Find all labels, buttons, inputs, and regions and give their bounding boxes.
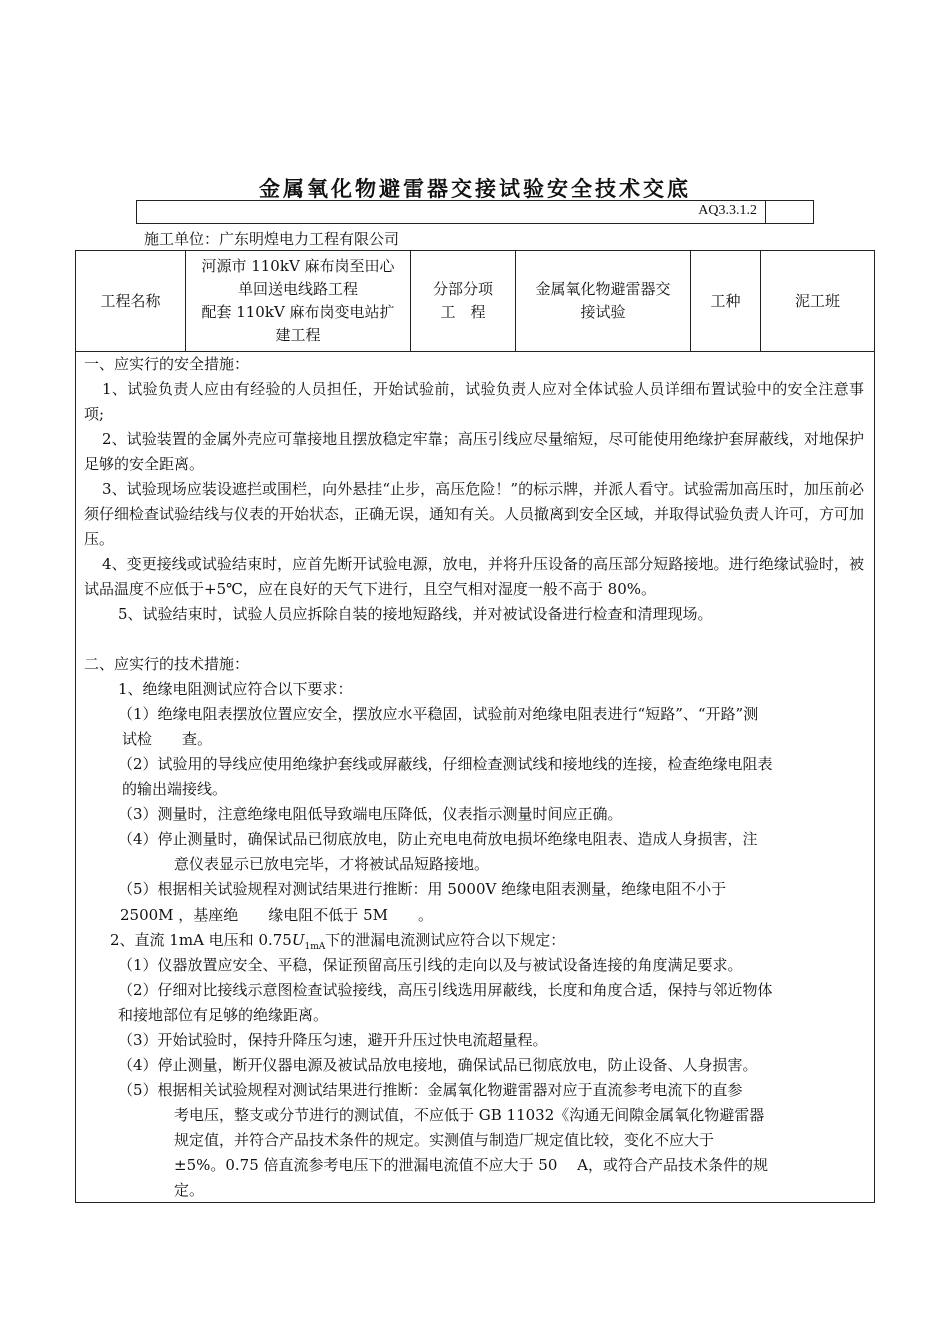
project-line-3: 配套 110kV 麻布岗变电站扩 xyxy=(201,303,395,321)
safety-heading: 一、应实行的安全措施： xyxy=(84,355,250,373)
sec2-title-pre: 2、直流 1mA 电压和 0.75 xyxy=(110,931,292,949)
document-code: AQ3.3.1.2 xyxy=(698,203,757,218)
sec1-item-5b: 2500M ，基座绝 缘电阻不低于 5M 。 xyxy=(120,906,433,924)
sec2-item-5d: ±5%。0.75 倍直流参考电压下的泄漏电流值不应大于 50 A，或符合产品技术条件的规 xyxy=(174,1156,768,1174)
tech-heading: 二、应实行的技术措施： xyxy=(84,655,250,673)
sec2-item-5c: 规定值，并符合产品技术条件的规定。实测值与制造厂规定值比较，变化不应大于 xyxy=(174,1131,715,1149)
sub-label-line-2: 工 程 xyxy=(440,303,486,321)
construction-unit: 施工单位：广东明煌电力工程有限公司 xyxy=(144,230,400,248)
sub-label-line-1: 分部分项 xyxy=(432,280,493,298)
sec2-item-4: （4）停止测量，断开仪器电源及被试品放电接地，确保试品已彻底放电，防止设备、人身损害。 xyxy=(118,1056,758,1074)
sec1-item-5a: （5）根据相关试验规程对测试结果进行推断：用 5000V 绝缘电阻表测量，绝缘电阻不小于 xyxy=(118,880,727,898)
content-box xyxy=(75,351,875,1203)
sec2-item-2a: （2）仔细对比接线示意图检查试验接线，高压引线选用屏蔽线，长度和角度合适，保持与邻近物体 xyxy=(118,981,773,999)
project-line-2: 单回送电线路工程 xyxy=(237,280,358,298)
sec2-title-post: 下的泄漏电流测试应符合以下规定： xyxy=(325,931,566,949)
sec1-item-2b: 的输出端接线。 xyxy=(122,780,228,798)
sec2-item-5a: （5）根据相关试验规程对测试结果进行推断：金属氧化物避雷器对应于直流参考电流下的直参 xyxy=(118,1081,743,1099)
document-title: 金属氧化物避雷器交接试验安全技术交底 xyxy=(259,177,691,201)
sec2-item-5b: 考电压，整支或分节进行的测试值，不应低于 GB 11032《沟通无间隙金属氧化物避雷器 xyxy=(174,1106,765,1124)
trade-label: 工种 xyxy=(691,251,761,351)
sub-value-line-1: 金属氧化物避雷器交 xyxy=(535,280,671,298)
code-empty-cell xyxy=(765,201,813,223)
sec2-item-5e: 定。 xyxy=(174,1181,205,1199)
sec1-item-1b: 试检 查。 xyxy=(122,730,213,748)
sec2-title-sub: 1mA xyxy=(304,942,326,952)
trade-value: 泥工班 xyxy=(794,291,840,310)
sec1-title: 1、绝缘电阻测试应符合以下要求： xyxy=(118,680,353,698)
sec1-item-2a: （2）试验用的导线应使用绝缘护套线或屏蔽线，仔细检查测试线和接地线的连接，检查绝缘电阻表 xyxy=(118,755,773,773)
sec1-item-3: （3）测量时，注意绝缘电阻低导致端电压降低，仪表指示测量时间应正确。 xyxy=(118,805,623,823)
safety-item-1: 1、试验负责人应由有经验的人员担任，开始试验前，试验负责人应对全体试验人员详细布置试验中的安全注意事项; xyxy=(84,380,864,423)
project-line-4: 建工程 xyxy=(275,326,321,344)
sec2-title-u: U xyxy=(291,931,305,949)
safety-item-5: 5、试验结束时，试验人员应拆除自装的接地短路线，并对被试设备进行检查和清理现场。 xyxy=(118,605,713,623)
code-row xyxy=(136,200,814,224)
sub-value-line-2: 接试验 xyxy=(580,303,626,321)
sec1-item-4b: 意仪表显示已放电完毕，才将被试品短路接地。 xyxy=(174,855,490,873)
sec2-item-1: （1）仪器放置应安全、平稳，保证预留高压引线的走向以及与被试设备连接的角度满足要求。 xyxy=(118,956,743,974)
safety-item-3: 3、试验现场应装设遮拦或围栏，向外悬挂“止步，高压危险！”的标示牌，并派人看守。试验需加高压时，加压前必须仔细检查试验结线与仪表的开始状态，正确无误，通知有关。人员撤离到安全区域，并取得试验负责人许可，方可加压。 xyxy=(84,480,865,548)
safety-item-2: 2、试验装置的金属外壳应可靠接地且摆放稳定牢靠；高压引线应尽量缩短，尽可能使用绝缘护套屏蔽线，对地保护足够的安全距离。 xyxy=(84,430,864,473)
sec1-item-1a: （1）绝缘电阻表摆放位置应安全，摆放应水平稳固，试验前对绝缘电阻表进行“短路”、“开路”测 xyxy=(118,705,759,723)
sec2-item-2b: 和接地部位有足够的绝缘距离。 xyxy=(118,1006,329,1024)
header-table xyxy=(75,250,875,352)
project-line-1: 河源市 110kV 麻布岗至田心 xyxy=(201,257,395,275)
sub-project-value xyxy=(516,251,691,351)
sec2-item-3: （3）开始试验时，保持升降压匀速，避开升压过快电流超量程。 xyxy=(118,1031,548,1049)
sec1-item-4a: （4）停止测量时，确保试品已彻底放电，防止充电电荷放电损坏绝缘电阻表、造成人身损害，注 xyxy=(118,830,758,848)
project-name-value xyxy=(186,251,411,351)
sub-project-label xyxy=(411,251,516,351)
project-name-label: 工程名称 xyxy=(76,251,186,351)
safety-item-4: 4、变更接线或试验结束时，应首先断开试验电源，放电，并将升压设备的高压部分短路接地。进行绝缘试验时，被试品温度不应低于+5℃，应在良好的天气下进行，且空气相对湿度一般不高于 80%。 xyxy=(84,555,864,598)
